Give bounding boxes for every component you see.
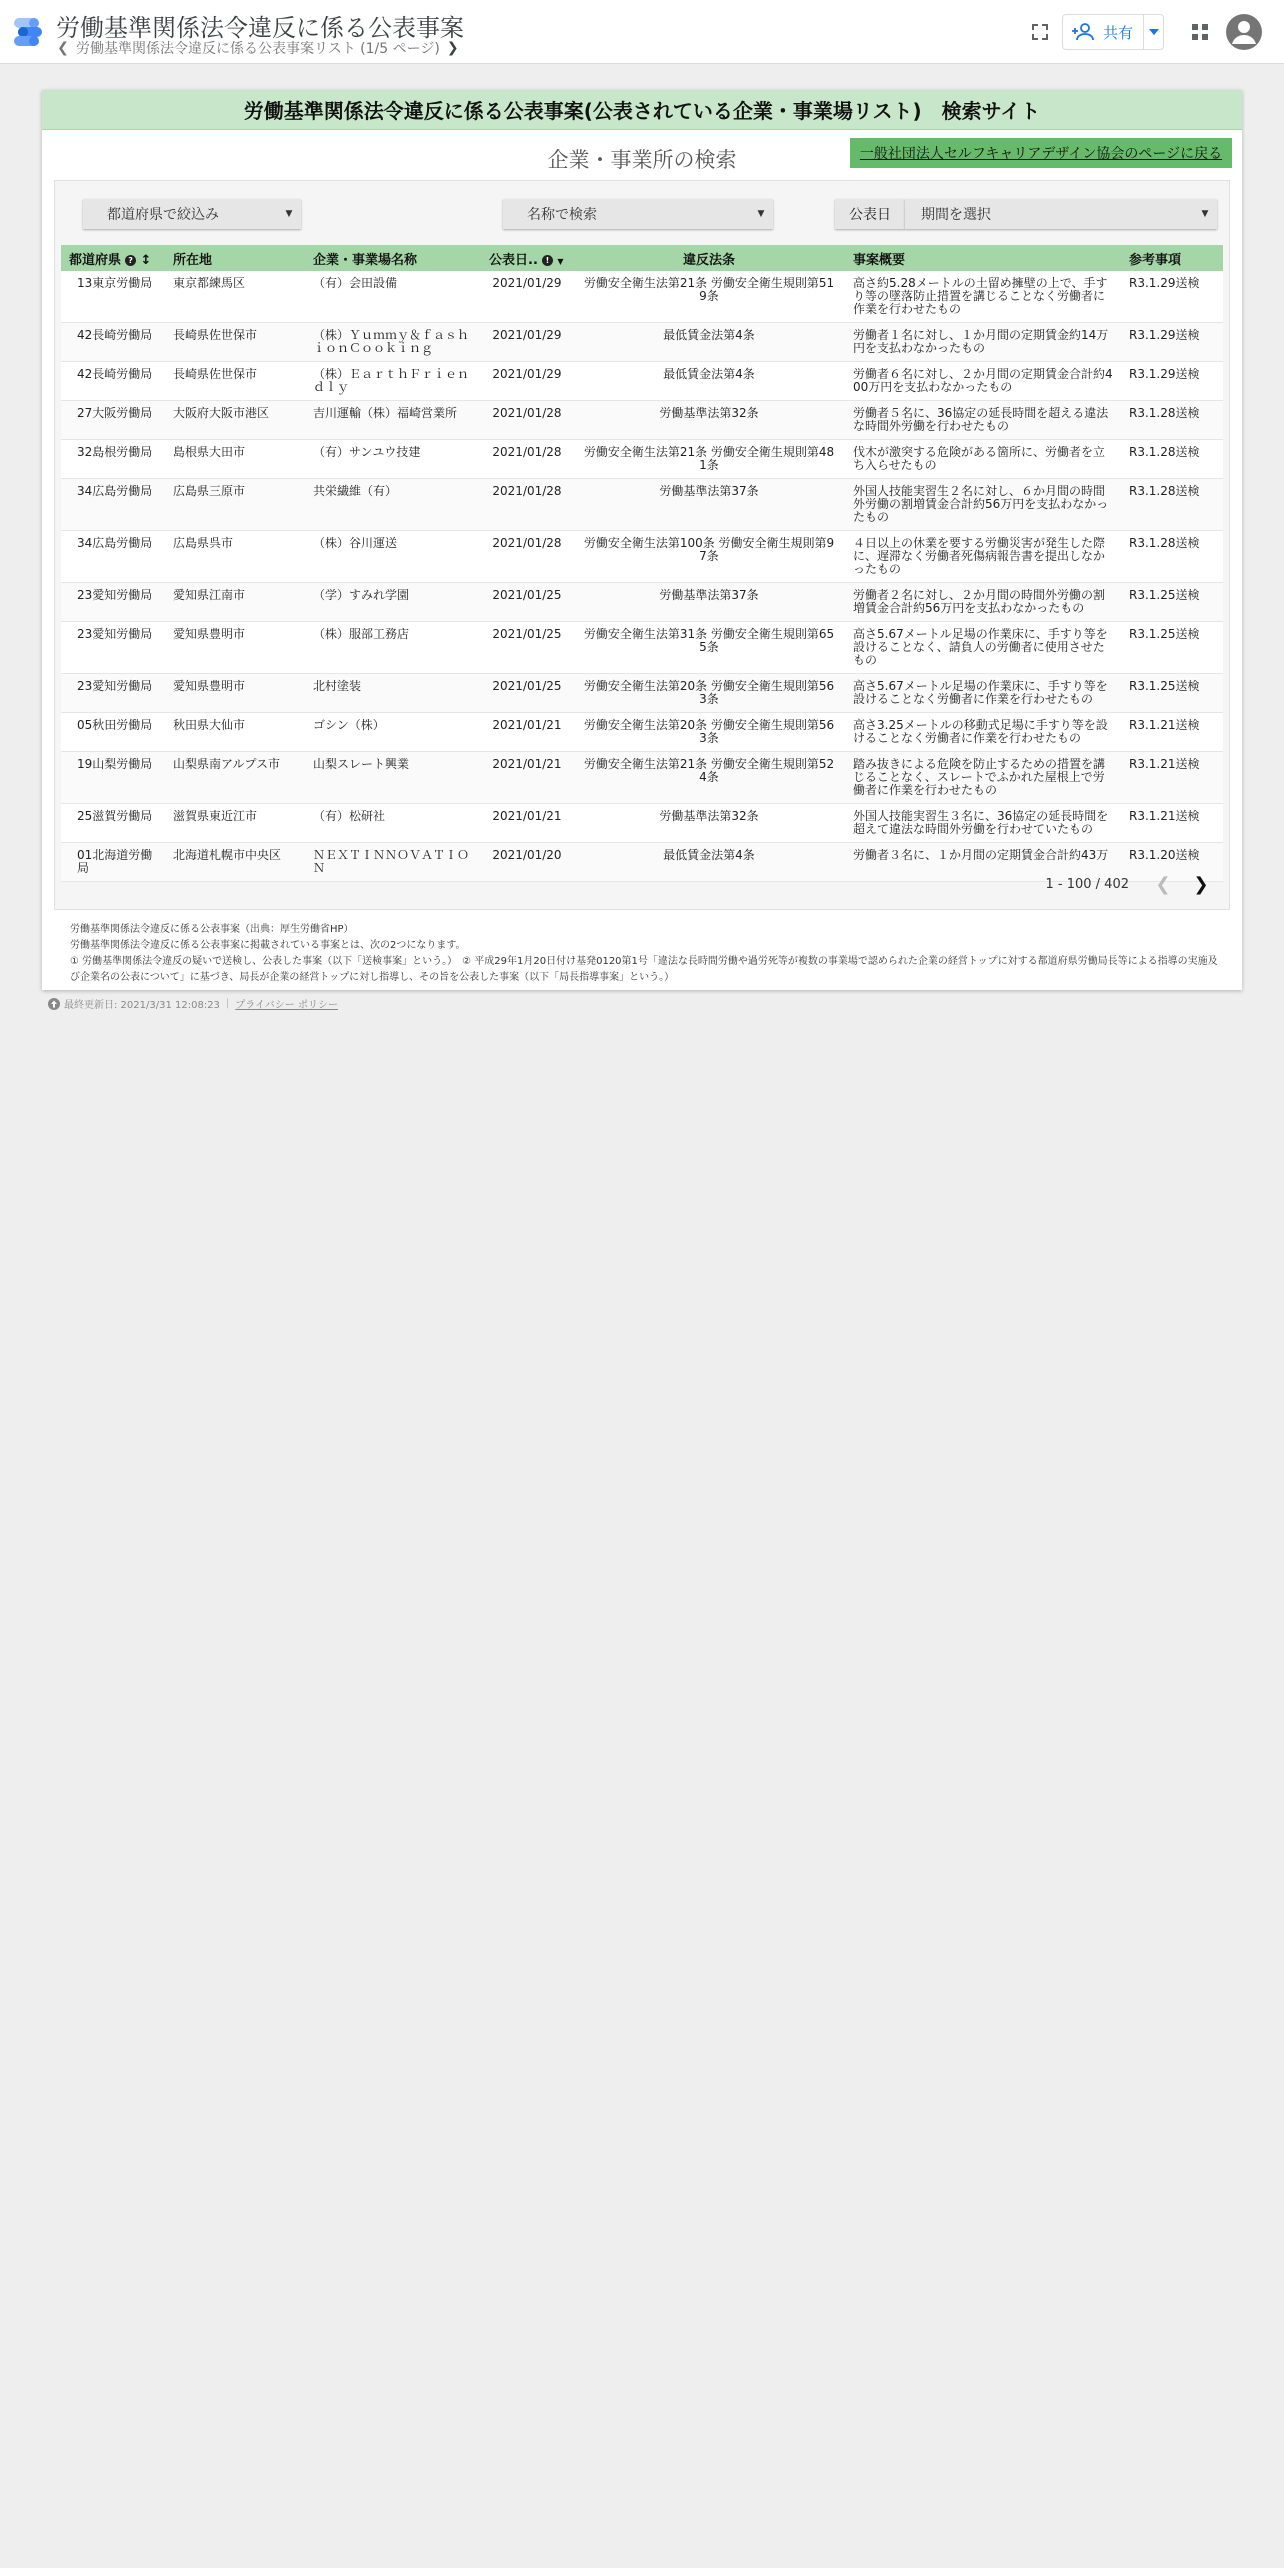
report-title: 労働基準関係法令違反に係る公表事案 — [56, 14, 464, 42]
cell-office: 23愛知労働局 — [61, 622, 165, 674]
name-search-dropdown[interactable] — [503, 199, 773, 229]
cell-office: 42長崎労働局 — [61, 323, 165, 362]
table-pagination — [61, 869, 1223, 899]
note-line: 労働基準関係法令違反に係る公表事案に掲載されている事案とは、次の2つになります。 — [70, 940, 466, 951]
cell-summary: 外国人技能実習生３名に、36協定の延長時間を超えて違法な時間外労働を行わせていたもの — [845, 804, 1121, 843]
cell-remarks: R3.1.21送検 — [1121, 804, 1223, 843]
cell-location: 大阪府大阪市港区 — [165, 401, 305, 440]
table-row[interactable] — [61, 401, 1223, 440]
header-company[interactable]: 企業・事業場名称 — [305, 245, 481, 271]
cell-law: 労働安全衛生法第21条 労働安全衛生規則第481条 — [573, 440, 845, 479]
cell-location: 愛知県江南市 — [165, 583, 305, 622]
cell-date: 2021/01/21 — [481, 804, 573, 843]
cell-date: 2021/01/25 — [481, 583, 573, 622]
cell-office: 25滋賀労働局 — [61, 804, 165, 843]
cell-company: （株）Ｙｕｍｍｙ＆ｆａｓｈｉｏｎＣｏｏｋｉｎｇ — [305, 323, 481, 362]
cell-office: 42長崎労働局 — [61, 362, 165, 401]
note-line: 労働基準関係法令違反に係る公表事案（出典：厚生労働省HP） — [70, 924, 354, 935]
cell-date: 2021/01/29 — [481, 362, 573, 401]
date-range-label: 期間を選択 — [921, 207, 991, 223]
privacy-policy-link[interactable]: プライバシー ポリシー — [235, 1000, 338, 1011]
next-rows-chevron-icon[interactable]: ❯ — [1193, 873, 1209, 895]
cell-date: 2021/01/28 — [481, 401, 573, 440]
cell-summary: 労働者５名に、36協定の延長時間を超える違法な時間外労働を行わせたもの — [845, 401, 1121, 440]
account-icon[interactable] — [1226, 14, 1262, 50]
page-nav-label[interactable]: 労働基準関係法令違反に係る公表事案リスト (1/5 ページ) — [76, 41, 440, 57]
cell-law: 労働安全衛生法第20条 労働安全衛生規則第563条 — [573, 674, 845, 713]
top-app-bar — [0, 0, 1284, 64]
cell-summary: 高さ約5.28メートルの土留め擁壁の上で、手すり等の墜落防止措置を講じることなく労働者に作業を行わせたもの — [845, 271, 1121, 323]
prev-page-chevron-icon[interactable]: ❮ — [57, 40, 69, 56]
cell-location: 愛知県豊明市 — [165, 674, 305, 713]
cases-table[interactable] — [61, 245, 1223, 875]
cell-location: 長崎県佐世保市 — [165, 323, 305, 362]
cell-company: ＮＥＸＴＩＮＮＯＶＡＴＩＯＮ — [305, 843, 481, 882]
cell-remarks: R3.1.29送検 — [1121, 271, 1223, 323]
cell-law: 最低賃金法第4条 — [573, 362, 845, 401]
header-summary[interactable]: 事案概要 — [845, 245, 1121, 271]
fullscreen-icon[interactable] — [1030, 22, 1050, 42]
cell-remarks: R3.1.25送検 — [1121, 583, 1223, 622]
info-icon[interactable]: ? — [125, 255, 136, 266]
cell-summary: 労働者２名に対し、２か月間の時間外労働の割増賃金合計約56万円を支払わなかったもの — [845, 583, 1121, 622]
search-section-title: 企業・事業所の検索 — [547, 148, 737, 172]
cell-office: 19山梨労働局 — [61, 752, 165, 804]
cell-remarks: R3.1.28送検 — [1121, 479, 1223, 531]
cell-company: ゴシン（株） — [305, 713, 481, 752]
cell-summary: 踏み抜きによる危険を防止するための措置を講じることなく、スレートでふかれた屋根上で労働者に作業を行わせたもの — [845, 752, 1121, 804]
upload-arrow-icon — [48, 998, 60, 1010]
cell-date: 2021/01/28 — [481, 531, 573, 583]
cell-company: （株）谷川運送 — [305, 531, 481, 583]
share-label: 共有 — [1103, 23, 1134, 42]
table-row[interactable] — [61, 713, 1223, 752]
dropdown-arrow-icon: ▼ — [285, 209, 293, 219]
cell-company: （有）松研社 — [305, 804, 481, 843]
cell-location: 滋賀県東近江市 — [165, 804, 305, 843]
prev-rows-chevron-icon[interactable]: ❮ — [1155, 873, 1171, 895]
cell-company: 山梨スレート興業 — [305, 752, 481, 804]
sort-desc-icon[interactable]: ▼ — [557, 256, 564, 266]
table-row[interactable] — [61, 440, 1223, 479]
cell-date: 2021/01/21 — [481, 713, 573, 752]
header-date-label: 公表日.. — [489, 252, 538, 268]
cell-company: 吉川運輸（株）福崎営業所 — [305, 401, 481, 440]
date-filter-label: 公表日 — [835, 199, 905, 229]
note-line: ① 労働基準関係法令違反の疑いで送検し、公表した事案（以下「送検事案」という。） ② 平成29年1月20日付け基発0120第1号「違法な長時間労働や過労死等が複数の事業場で認められた企業の経営トップに対する都道府県労働局長等による指導の実施及び企業名の公表について」に基づき、局長が企業の経営トップに対し指導し、その旨を公表した事案（以下「局長指導事案」という。） — [70, 956, 1218, 983]
cell-office: 34広島労働局 — [61, 479, 165, 531]
cell-office: 32島根労働局 — [61, 440, 165, 479]
table-row[interactable] — [61, 752, 1223, 804]
cell-office: 23愛知労働局 — [61, 583, 165, 622]
report-banner: 労働基準関係法令違反に係る公表事案(公表されている企業・事業場リスト) 検索サイト — [42, 90, 1242, 130]
cell-company: （株）服部工務店 — [305, 622, 481, 674]
cell-date: 2021/01/28 — [481, 440, 573, 479]
cell-remarks: R3.1.25送検 — [1121, 674, 1223, 713]
cell-summary: 高さ5.67メートル足場の作業床に、手すり等を設けることなく、請負人の労働者に使用させたもの — [845, 622, 1121, 674]
cell-company: 北村塗装 — [305, 674, 481, 713]
cell-company: （有）サンユウ技建 — [305, 440, 481, 479]
cell-law: 労働基準法第37条 — [573, 583, 845, 622]
cell-remarks: R3.1.28送検 — [1121, 440, 1223, 479]
name-search-label: 名称で検索 — [527, 207, 597, 223]
cell-location: 東京都練馬区 — [165, 271, 305, 323]
report-footer — [48, 996, 338, 1011]
prefecture-filter-label: 都道府県で絞込み — [107, 207, 219, 223]
table-row[interactable] — [61, 804, 1223, 843]
cell-office: 05秋田労働局 — [61, 713, 165, 752]
cell-law: 労働基準法第32条 — [573, 401, 845, 440]
cell-law: 労働安全衛生法第31条 労働安全衛生規則第655条 — [573, 622, 845, 674]
table-row[interactable] — [61, 622, 1223, 674]
cell-location: 愛知県豊明市 — [165, 622, 305, 674]
cell-location: 北海道札幌市中央区 — [165, 843, 305, 882]
table-header-row — [61, 245, 1223, 271]
table-row[interactable] — [61, 674, 1223, 713]
association-page-link[interactable]: 一般社団法人セルフキャリアデザイン協会のページに戻る — [850, 138, 1232, 168]
next-page-chevron-icon[interactable]: ❯ — [446, 40, 459, 56]
report-canvas — [42, 90, 1242, 990]
share-dropdown[interactable] — [1143, 15, 1163, 49]
cell-law: 労働安全衛生法第21条 労働安全衛生規則第519条 — [573, 271, 845, 323]
footer-separator: | — [225, 998, 230, 1009]
cell-summary: 労働者３名に、１か月間の定期賃金合計約43万 — [845, 843, 1121, 882]
dropdown-arrow-icon: ▼ — [1201, 209, 1209, 219]
cell-company: 共栄繊維（有） — [305, 479, 481, 531]
apps-grid-icon[interactable] — [1190, 22, 1210, 42]
cell-location: 島根県大田市 — [165, 440, 305, 479]
cell-remarks: R3.1.20送検 — [1121, 843, 1223, 882]
cell-date: 2021/01/20 — [481, 843, 573, 882]
search-panel — [54, 180, 1230, 910]
cell-office: 23愛知労働局 — [61, 674, 165, 713]
cell-location: 広島県呉市 — [165, 531, 305, 583]
table-row[interactable] — [61, 531, 1223, 583]
cell-remarks: R3.1.29送検 — [1121, 362, 1223, 401]
cell-office: 01北海道労働局 — [61, 843, 165, 882]
cell-date: 2021/01/29 — [481, 323, 573, 362]
table-row[interactable] — [61, 362, 1223, 401]
cell-law: 労働安全衛生法第20条 労働安全衛生規則第563条 — [573, 713, 845, 752]
cell-date: 2021/01/25 — [481, 622, 573, 674]
cell-remarks: R3.1.28送検 — [1121, 401, 1223, 440]
last-updated-text: 最終更新日: 2021/3/31 12:08:23 — [64, 1000, 220, 1011]
cell-location: 長崎県佐世保市 — [165, 362, 305, 401]
cell-remarks: R3.1.25送検 — [1121, 622, 1223, 674]
cell-location: 秋田県大仙市 — [165, 713, 305, 752]
cell-date: 2021/01/25 — [481, 674, 573, 713]
cell-summary: 伐木が激突する危険がある箇所に、労働者を立ち入らせたもの — [845, 440, 1121, 479]
cell-summary: 高さ3.25メートルの移動式足場に手すり等を設けることなく労働者に作業を行わせたもの — [845, 713, 1121, 752]
cell-company: （有）会田設備 — [305, 271, 481, 323]
header-office[interactable] — [61, 245, 165, 271]
table-row[interactable] — [61, 479, 1223, 531]
cell-remarks: R3.1.21送検 — [1121, 752, 1223, 804]
cell-law: 最低賃金法第4条 — [573, 843, 845, 882]
cell-office: 13東京労働局 — [61, 271, 165, 323]
header-remarks[interactable]: 参考事項 — [1121, 245, 1223, 271]
header-location[interactable]: 所在地 — [165, 245, 305, 271]
header-law[interactable]: 違反法条 — [573, 245, 845, 271]
cell-law: 最低賃金法第4条 — [573, 323, 845, 362]
cell-date: 2021/01/28 — [481, 479, 573, 531]
header-date[interactable] — [481, 245, 573, 271]
table-row[interactable] — [61, 271, 1223, 323]
looker-studio-logo-icon[interactable] — [12, 17, 44, 47]
cell-date: 2021/01/29 — [481, 271, 573, 323]
cell-company: （学）すみれ学園 — [305, 583, 481, 622]
sort-icon[interactable]: ↕ — [140, 252, 152, 268]
cell-location: 広島県三原市 — [165, 479, 305, 531]
cell-summary: 労働者６名に対し、２か月間の定期賃金合計約400万円を支払わなかったもの — [845, 362, 1121, 401]
cell-law: 労働安全衛生法第100条 労働安全衛生規則第97条 — [573, 531, 845, 583]
table-body — [61, 271, 1223, 882]
info-icon[interactable]: ! — [542, 255, 553, 266]
cell-law: 労働基準法第37条 — [573, 479, 845, 531]
cell-remarks: R3.1.21送検 — [1121, 713, 1223, 752]
add-person-icon — [1071, 23, 1095, 41]
dropdown-arrow-icon: ▼ — [757, 209, 765, 219]
cell-remarks: R3.1.29送検 — [1121, 323, 1223, 362]
cell-law: 労働安全衛生法第21条 労働安全衛生規則第524条 — [573, 752, 845, 804]
table-row[interactable] — [61, 323, 1223, 362]
chevron-down-icon — [1149, 29, 1159, 35]
cell-law: 労働基準法第32条 — [573, 804, 845, 843]
cell-company: （株）ＥａｒｔｈＦｒｉｅｎｄｌｙ — [305, 362, 481, 401]
table-row[interactable] — [61, 583, 1223, 622]
row-count: 1 - 100 / 402 — [1045, 876, 1129, 892]
cell-remarks: R3.1.28送検 — [1121, 531, 1223, 583]
share-main-button[interactable] — [1063, 15, 1143, 49]
date-range-picker[interactable] — [905, 199, 1217, 229]
cell-office: 34広島労働局 — [61, 531, 165, 583]
cell-summary: ４日以上の休業を要する労働災害が発生した際に、遅滞なく労働者死傷病報告書を提出しなかったもの — [845, 531, 1121, 583]
cell-date: 2021/01/21 — [481, 752, 573, 804]
cell-office: 27大阪労働局 — [61, 401, 165, 440]
notes-section — [70, 922, 1220, 986]
cell-location: 山梨県南アルプス市 — [165, 752, 305, 804]
prefecture-filter-dropdown[interactable] — [83, 199, 301, 229]
share-button[interactable] — [1062, 14, 1164, 50]
header-office-label: 都道府県 — [69, 252, 122, 268]
cell-summary: 労働者１名に対し、１か月間の定期賃金約14万円を支払わなかったもの — [845, 323, 1121, 362]
page-navigation — [56, 38, 460, 58]
cell-summary: 高さ5.67メートル足場の作業床に、手すり等を設けることなく労働者に作業を行わせたもの — [845, 674, 1121, 713]
cell-summary: 外国人技能実習生２名に対し、６か月間の時間外労働の割増賃金合計約56万円を支払わなかったもの — [845, 479, 1121, 531]
